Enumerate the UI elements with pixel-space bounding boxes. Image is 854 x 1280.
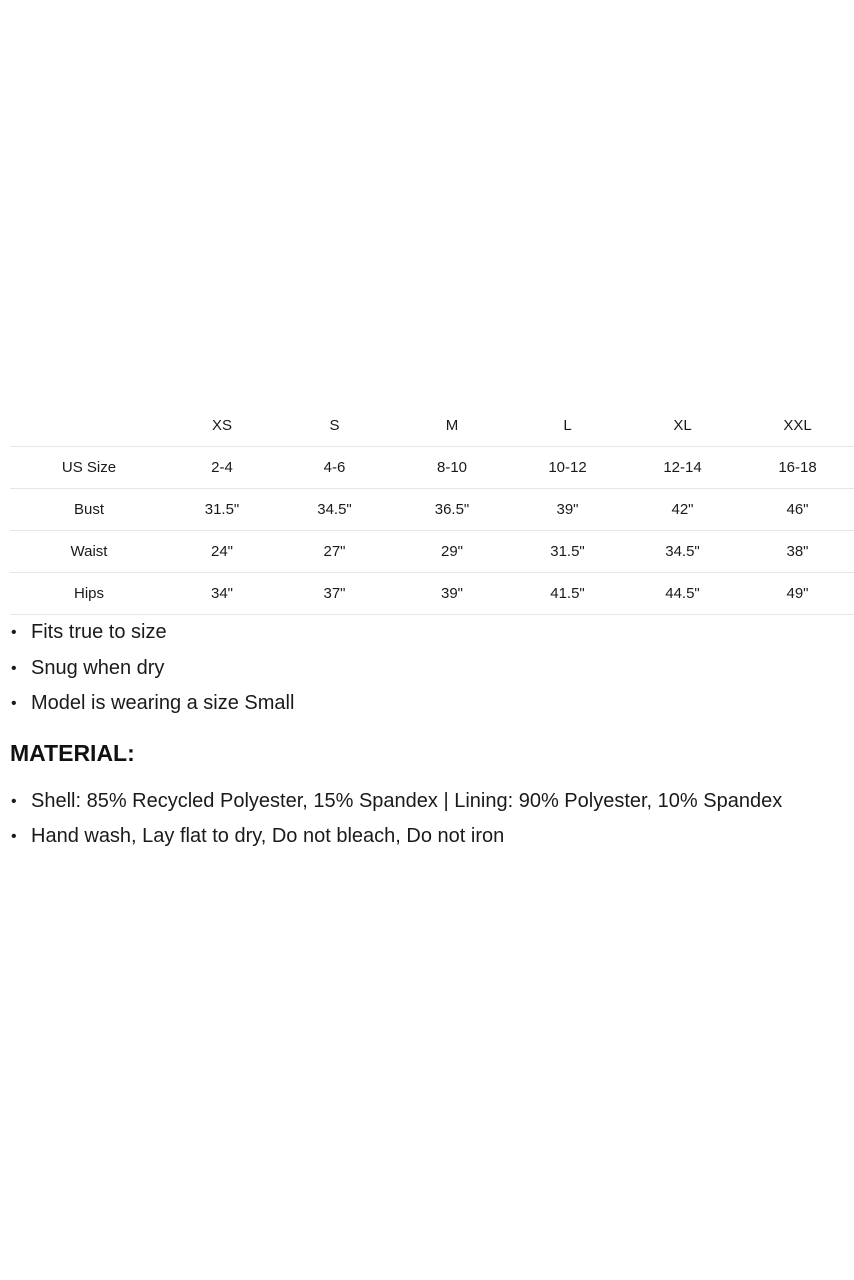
table-cell: 12-14 <box>624 447 741 489</box>
table-cell: 34.5" <box>624 531 741 573</box>
row-label: Bust <box>10 489 168 531</box>
size-column-header: M <box>393 405 511 447</box>
table-cell: 49" <box>741 573 854 615</box>
table-cell: 38" <box>741 531 854 573</box>
table-cell: 34.5" <box>276 489 393 531</box>
table-cell: 8-10 <box>393 447 511 489</box>
table-cell: 27" <box>276 531 393 573</box>
table-cell: 46" <box>741 489 854 531</box>
list-item <box>10 819 854 855</box>
table-row <box>10 447 854 489</box>
table-row <box>10 573 854 615</box>
table-cell: 16-18 <box>741 447 854 489</box>
table-cell: 29" <box>393 531 511 573</box>
table-cell: 41.5" <box>511 573 624 615</box>
table-cell: 4-6 <box>276 447 393 489</box>
size-column-header: XL <box>624 405 741 447</box>
table-row <box>10 531 854 573</box>
bullet-icon: • <box>11 695 17 712</box>
size-chart-corner-cell <box>10 405 168 447</box>
size-chart-table <box>10 405 854 615</box>
list-item <box>10 651 854 687</box>
size-chart-header-row <box>10 405 854 447</box>
fit-note-text: Snug when dry <box>31 656 165 679</box>
row-label: Hips <box>10 573 168 615</box>
table-cell: 39" <box>393 573 511 615</box>
size-column-header: XXL <box>741 405 854 447</box>
bullet-icon: • <box>11 659 17 677</box>
table-cell: 36.5" <box>393 489 511 531</box>
row-label: US Size <box>10 447 168 489</box>
list-item <box>10 784 854 820</box>
table-cell: 24" <box>168 531 276 573</box>
material-list <box>10 784 854 855</box>
size-column-header: L <box>511 405 624 447</box>
bullet-icon: • <box>11 792 17 810</box>
table-cell: 42" <box>624 489 741 531</box>
size-column-header: XS <box>168 405 276 447</box>
size-column-header: S <box>276 405 393 447</box>
row-label: Waist <box>10 531 168 573</box>
table-cell: 31.5" <box>511 531 624 573</box>
material-heading: MATERIAL: <box>10 739 135 766</box>
product-details <box>10 405 854 855</box>
bullet-icon: • <box>11 828 17 845</box>
table-row <box>10 489 854 531</box>
bullet-icon: • <box>11 624 17 641</box>
fit-note-text: Model is wearing a size Small <box>31 692 295 714</box>
table-cell: 10-12 <box>511 447 624 489</box>
table-cell: 37" <box>276 573 393 615</box>
table-cell: 39" <box>511 489 624 531</box>
fit-note-text: Fits true to size <box>31 621 167 643</box>
table-cell: 34" <box>168 573 276 615</box>
fit-notes-list <box>10 615 854 722</box>
table-cell: 31.5" <box>168 489 276 531</box>
table-cell: 44.5" <box>624 573 741 615</box>
list-item <box>10 686 854 722</box>
material-text: Shell: 85% Recycled Polyester, 15% Spandex | Lining: 90% Polyester, 10% Spandex <box>31 789 783 812</box>
care-text: Hand wash, Lay flat to dry, Do not bleach, Do not iron <box>31 825 505 847</box>
list-item <box>10 615 854 651</box>
table-cell: 2-4 <box>168 447 276 489</box>
